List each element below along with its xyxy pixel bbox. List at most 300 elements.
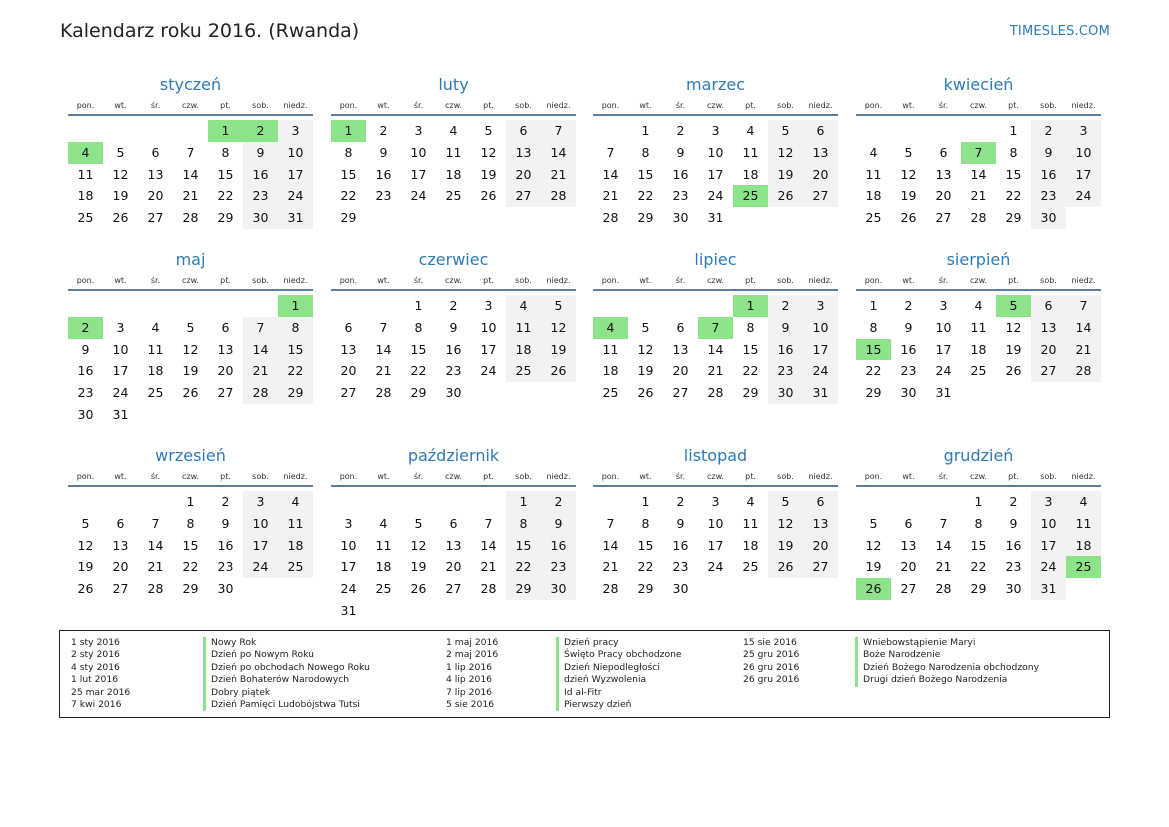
weekday-header	[331, 468, 576, 487]
day-grid	[593, 295, 838, 404]
day-cell: 11	[506, 317, 541, 339]
day-cell: 24	[1066, 185, 1101, 207]
empty-cell	[68, 491, 103, 513]
weekday-label: śr.	[413, 101, 424, 110]
weekday-label: śr.	[938, 101, 949, 110]
weekday-label: pt.	[1008, 276, 1019, 285]
empty-cell	[926, 491, 961, 513]
day-cell: 17	[803, 339, 838, 361]
day-cell: 8	[869, 319, 878, 335]
day-cell: 12	[637, 341, 654, 357]
day-cell: 3	[1031, 491, 1066, 513]
day-cell: 31	[707, 210, 724, 226]
day-cell: 12	[77, 537, 94, 553]
day-cell: 10	[480, 319, 497, 335]
month-11	[593, 444, 838, 600]
weekday-label: śr.	[675, 276, 686, 285]
day-cell: 18	[1066, 535, 1101, 557]
day-cell: 19	[637, 363, 654, 379]
empty-cell	[856, 120, 891, 142]
month-name: czerwiec	[418, 250, 489, 269]
day-cell: 19	[410, 559, 427, 575]
holiday-name: Dzień po Nowym Roku	[203, 649, 370, 661]
day-cell: 23	[217, 559, 234, 575]
weekday-label: pon.	[864, 276, 883, 285]
day-cell: 23	[541, 556, 576, 578]
month-8	[856, 248, 1101, 404]
day-cell: 11	[602, 341, 619, 357]
day-cell: 26	[637, 385, 654, 401]
day-cell: 30	[1031, 207, 1066, 229]
weekday-label: sob.	[515, 472, 532, 481]
day-cell: 25	[602, 385, 619, 401]
day-cell: 1	[1009, 123, 1018, 138]
weekday-label: wt.	[377, 276, 390, 285]
weekday-label: wt.	[114, 472, 127, 481]
day-cell: 4	[1066, 491, 1101, 513]
empty-cell	[961, 120, 996, 142]
holiday-name: Święto Pracy obchodzone	[556, 649, 682, 661]
day-cell: 20	[112, 559, 129, 575]
day-cell: 21	[602, 188, 619, 204]
day-cell: 23	[375, 188, 392, 204]
day-cell: 28	[182, 210, 199, 226]
month-4	[856, 73, 1101, 229]
holiday-date: 26 gru 2016	[743, 674, 800, 686]
weekday-label: sob.	[252, 472, 269, 481]
holiday-name: Dzień Bożego Narodzenia obchodzony	[855, 662, 1039, 674]
weekday-label: pt.	[745, 101, 756, 110]
day-cell: 12	[768, 142, 803, 164]
weekday-label: niedz.	[283, 472, 308, 481]
empty-cell	[138, 120, 173, 142]
day-cell: 24	[707, 559, 724, 575]
day-cell: 27	[1031, 360, 1066, 382]
day-cell: 23	[900, 363, 917, 379]
weekday-label: czw.	[970, 101, 987, 110]
day-cell: 10	[340, 537, 357, 553]
holiday-date: 1 lut 2016	[71, 674, 119, 686]
weekday-label: pt.	[220, 472, 231, 481]
day-cell: 10	[707, 515, 724, 531]
weekday-header	[331, 272, 576, 291]
holiday-name: Nowy Rok	[203, 637, 370, 649]
day-cell: 27	[506, 185, 541, 207]
month-name: sierpień	[946, 250, 1011, 269]
day-cell: 23	[1005, 559, 1022, 575]
weekday-label: pt.	[220, 101, 231, 110]
day-cell: 2	[768, 295, 803, 317]
day-cell: 2	[449, 298, 458, 313]
weekday-label: czw.	[182, 101, 199, 110]
day-cell: 31	[1031, 578, 1066, 600]
day-cell: 24	[480, 363, 497, 379]
day-cell: 19	[112, 188, 129, 204]
day-cell: 15	[278, 339, 313, 361]
day-cell: 24	[112, 385, 129, 401]
day-cell: 7	[243, 317, 278, 339]
holiday-day-cell: 4	[593, 317, 628, 339]
day-cell: 17	[1031, 535, 1066, 557]
month-name: grudzień	[943, 446, 1014, 465]
weekday-label: niedz.	[546, 101, 571, 110]
day-cell: 13	[217, 341, 234, 357]
weekday-label: śr.	[150, 276, 161, 285]
month-name: wrzesień	[155, 446, 226, 465]
day-cell: 1	[506, 491, 541, 513]
day-cell: 31	[112, 406, 129, 422]
empty-cell	[593, 491, 628, 513]
weekday-label: śr.	[675, 472, 686, 481]
weekday-label: niedz.	[283, 276, 308, 285]
day-cell: 17	[278, 164, 313, 186]
holiday-date: 1 lip 2016	[446, 661, 493, 673]
holiday-date: 5 sie 2016	[446, 698, 495, 710]
holiday-date: 25 gru 2016	[743, 649, 800, 661]
day-cell: 11	[375, 537, 392, 553]
weekday-label: sob.	[1040, 101, 1057, 110]
weekday-label: czw.	[970, 276, 987, 285]
weekday-label: pon.	[601, 101, 620, 110]
day-cell: 19	[1005, 341, 1022, 357]
holiday-name: Dzień po obchodach Nowego Roku	[203, 662, 370, 674]
day-cell: 11	[742, 144, 759, 160]
weekday-label: pt.	[220, 276, 231, 285]
holiday-name: Pierwszy dzień	[556, 699, 682, 711]
day-cell: 3	[484, 298, 493, 313]
day-cell: 11	[865, 166, 882, 182]
weekday-label: wt.	[114, 276, 127, 285]
day-cell: 6	[803, 491, 838, 513]
day-cell: 1	[186, 494, 195, 509]
day-cell: 6	[1031, 295, 1066, 317]
month-1	[68, 73, 313, 229]
day-cell: 21	[707, 363, 724, 379]
weekday-label: sob.	[515, 276, 532, 285]
day-cell: 26	[1005, 363, 1022, 379]
month-6	[331, 248, 576, 404]
day-cell: 8	[186, 515, 195, 531]
day-cell: 16	[1031, 164, 1066, 186]
empty-cell	[366, 295, 401, 317]
day-cell: 30	[541, 578, 576, 600]
day-cell: 24	[340, 581, 357, 597]
day-cell: 9	[541, 513, 576, 535]
day-cell: 29	[506, 578, 541, 600]
day-cell: 27	[445, 581, 462, 597]
weekday-header	[593, 468, 838, 487]
day-cell: 21	[602, 559, 619, 575]
weekday-label: niedz.	[1071, 472, 1096, 481]
weekday-label: pt.	[745, 276, 756, 285]
day-cell: 22	[340, 188, 357, 204]
day-cell: 21	[1066, 339, 1101, 361]
day-cell: 19	[182, 363, 199, 379]
holiday-date: 4 lip 2016	[446, 674, 493, 686]
day-grid	[68, 295, 313, 426]
day-cell: 24	[278, 185, 313, 207]
day-cell: 12	[768, 513, 803, 535]
day-cell: 11	[147, 341, 164, 357]
month-name: styczeń	[159, 75, 222, 94]
day-cell: 27	[803, 556, 838, 578]
day-cell: 1	[974, 494, 983, 509]
empty-cell	[173, 120, 208, 142]
day-cell: 14	[707, 341, 724, 357]
month-9	[68, 444, 313, 600]
day-cell: 26	[480, 188, 497, 204]
day-cell: 18	[970, 341, 987, 357]
day-cell: 12	[182, 341, 199, 357]
empty-cell	[856, 491, 891, 513]
day-cell: 31	[803, 382, 838, 404]
day-cell: 28	[480, 581, 497, 597]
day-grid	[331, 295, 576, 404]
day-cell: 27	[340, 385, 357, 401]
month-name: listopad	[683, 446, 748, 465]
weekday-label: niedz.	[808, 276, 833, 285]
day-cell: 3	[344, 515, 353, 531]
holiday-day-cell: 7	[698, 317, 733, 339]
day-cell: 14	[602, 166, 619, 182]
weekday-label: czw.	[182, 276, 199, 285]
day-cell: 5	[904, 144, 913, 160]
empty-cell	[628, 295, 663, 317]
weekday-label: pt.	[1008, 101, 1019, 110]
weekday-label: wt.	[377, 472, 390, 481]
day-cell: 27	[112, 581, 129, 597]
weekday-label: niedz.	[1071, 101, 1096, 110]
day-cell: 17	[707, 166, 724, 182]
weekday-label: pon.	[76, 472, 95, 481]
day-cell: 29	[340, 210, 357, 226]
holiday-date: 15 sie 2016	[743, 637, 797, 648]
holiday-legend	[59, 630, 1110, 718]
empty-cell	[401, 491, 436, 513]
day-cell: 7	[151, 515, 160, 531]
weekday-label: czw.	[707, 276, 724, 285]
day-cell: 30	[900, 385, 917, 401]
day-cell: 20	[900, 559, 917, 575]
weekday-label: czw.	[445, 276, 462, 285]
holiday-name: Dobry piątek	[203, 687, 370, 699]
day-cell: 7	[541, 120, 576, 142]
day-cell: 4	[746, 123, 755, 138]
day-cell: 27	[935, 210, 952, 226]
weekday-label: pon.	[601, 472, 620, 481]
day-cell: 29	[182, 581, 199, 597]
weekday-label: wt.	[902, 472, 915, 481]
site-link[interactable]: TIMESLES.COM	[1009, 24, 1110, 39]
weekday-header	[856, 272, 1101, 291]
day-cell: 2	[1031, 120, 1066, 142]
day-cell: 2	[676, 494, 685, 509]
day-cell: 6	[449, 515, 458, 531]
weekday-label: niedz.	[546, 472, 571, 481]
day-cell: 3	[1066, 120, 1101, 142]
weekday-header	[68, 97, 313, 116]
day-cell: 26	[77, 581, 94, 597]
day-cell: 27	[672, 385, 689, 401]
empty-cell	[891, 491, 926, 513]
weekday-header	[593, 272, 838, 291]
day-cell: 4	[746, 494, 755, 509]
day-cell: 10	[243, 513, 278, 535]
day-cell: 17	[112, 363, 129, 379]
day-cell: 17	[707, 537, 724, 553]
day-cell: 7	[606, 515, 615, 531]
day-cell: 31	[935, 385, 952, 401]
day-cell: 22	[637, 559, 654, 575]
day-cell: 7	[186, 144, 195, 160]
empty-cell	[436, 491, 471, 513]
day-cell: 15	[217, 166, 234, 182]
day-cell: 29	[637, 210, 654, 226]
day-cell: 19	[900, 188, 917, 204]
day-cell: 25	[865, 210, 882, 226]
holiday-day-cell: 25	[1066, 556, 1101, 578]
day-cell: 13	[506, 142, 541, 164]
day-cell: 7	[606, 144, 615, 160]
weekday-label: niedz.	[283, 101, 308, 110]
weekday-header	[856, 468, 1101, 487]
day-cell: 28	[375, 385, 392, 401]
weekday-label: pon.	[76, 101, 95, 110]
month-name: październik	[407, 446, 500, 465]
day-cell: 10	[278, 142, 313, 164]
weekday-label: śr.	[413, 472, 424, 481]
day-cell: 16	[1005, 537, 1022, 553]
day-cell: 23	[445, 363, 462, 379]
weekday-label: wt.	[377, 101, 390, 110]
day-cell: 21	[182, 188, 199, 204]
day-grid	[593, 120, 838, 229]
empty-cell	[926, 120, 961, 142]
weekday-header	[68, 468, 313, 487]
weekday-label: sob.	[777, 101, 794, 110]
day-cell: 11	[77, 166, 94, 182]
day-cell: 11	[278, 513, 313, 535]
day-cell: 13	[340, 341, 357, 357]
day-cell: 23	[77, 385, 94, 401]
day-cell: 13	[1031, 317, 1066, 339]
day-cell: 19	[480, 166, 497, 182]
day-cell: 8	[746, 319, 755, 335]
day-cell: 14	[541, 142, 576, 164]
day-cell: 6	[803, 120, 838, 142]
day-cell: 24	[803, 360, 838, 382]
day-cell: 22	[637, 188, 654, 204]
weekday-header	[331, 97, 576, 116]
day-cell: 15	[182, 537, 199, 553]
holiday-name: Boże Narodzenie	[855, 649, 1039, 661]
day-cell: 22	[217, 188, 234, 204]
day-cell: 23	[672, 188, 689, 204]
day-cell: 30	[672, 210, 689, 226]
day-cell: 26	[900, 210, 917, 226]
day-cell: 15	[410, 341, 427, 357]
day-cell: 2	[379, 123, 388, 138]
day-cell: 3	[414, 123, 423, 138]
empty-cell	[593, 120, 628, 142]
day-cell: 22	[865, 363, 882, 379]
weekday-label: wt.	[639, 276, 652, 285]
day-cell: 11	[742, 515, 759, 531]
day-cell: 21	[147, 559, 164, 575]
day-cell: 22	[278, 360, 313, 382]
weekday-label: sob.	[515, 101, 532, 110]
weekday-label: wt.	[639, 472, 652, 481]
day-cell: 18	[375, 559, 392, 575]
holiday-day-cell: 25	[733, 185, 768, 207]
day-cell: 22	[742, 363, 759, 379]
holiday-date: 1 sty 2016	[71, 637, 120, 648]
day-cell: 11	[970, 319, 987, 335]
day-cell: 8	[414, 319, 423, 335]
weekday-label: pon.	[76, 276, 95, 285]
day-cell: 6	[116, 515, 125, 531]
day-cell: 3	[116, 319, 125, 335]
day-cell: 18	[278, 535, 313, 557]
day-cell: 13	[803, 142, 838, 164]
day-cell: 21	[935, 559, 952, 575]
day-cell: 4	[449, 123, 458, 138]
weekday-header	[856, 97, 1101, 116]
day-cell: 22	[410, 363, 427, 379]
legend-names-col-3	[855, 637, 1039, 687]
day-cell: 14	[480, 537, 497, 553]
day-cell: 18	[742, 166, 759, 182]
day-cell: 25	[742, 559, 759, 575]
day-cell: 19	[768, 535, 803, 557]
day-cell: 16	[768, 339, 803, 361]
empty-cell	[68, 120, 103, 142]
weekday-label: wt.	[114, 101, 127, 110]
day-grid	[856, 491, 1101, 600]
day-cell: 14	[970, 166, 987, 182]
holiday-day-cell: 7	[961, 142, 996, 164]
day-cell: 25	[278, 556, 313, 578]
day-cell: 26	[768, 556, 803, 578]
day-cell: 3	[711, 123, 720, 138]
day-cell: 5	[186, 319, 195, 335]
day-cell: 17	[243, 535, 278, 557]
day-cell: 10	[707, 144, 724, 160]
day-cell: 28	[602, 581, 619, 597]
day-cell: 29	[970, 581, 987, 597]
day-cell: 9	[379, 144, 388, 160]
day-cell: 9	[768, 317, 803, 339]
day-cell: 20	[217, 363, 234, 379]
weekday-label: wt.	[902, 276, 915, 285]
day-cell: 16	[375, 166, 392, 182]
weekday-label: śr.	[150, 101, 161, 110]
day-cell: 5	[484, 123, 493, 138]
month-name: maj	[175, 250, 206, 269]
month-5	[68, 248, 313, 426]
empty-cell	[208, 295, 243, 317]
day-cell: 24	[410, 188, 427, 204]
day-cell: 22	[970, 559, 987, 575]
day-cell: 22	[506, 556, 541, 578]
day-grid	[593, 491, 838, 600]
day-cell: 1	[641, 494, 650, 509]
day-cell: 6	[221, 319, 230, 335]
holiday-date: 7 lip 2016	[446, 686, 493, 698]
weekday-label: śr.	[938, 276, 949, 285]
day-cell: 27	[217, 385, 234, 401]
day-cell: 10	[112, 341, 129, 357]
